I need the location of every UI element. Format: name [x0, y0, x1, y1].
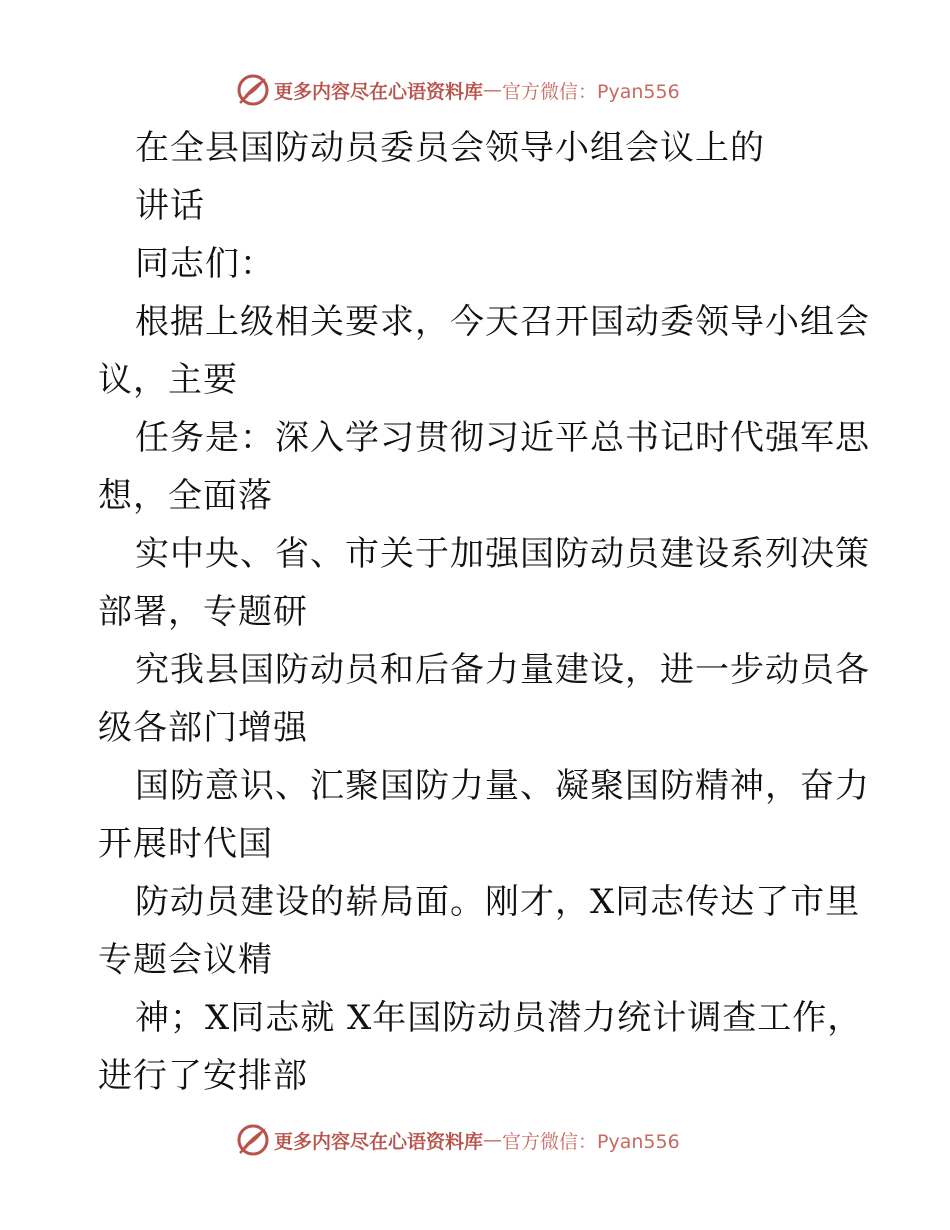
- doc-line: 国防意识、汇聚国防力量、凝聚国防精神，奋力: [135, 766, 870, 806]
- watermark-banner-top: [236, 73, 680, 107]
- doc-line: 部署，专题研: [98, 592, 308, 632]
- doc-line: 级各部门增强: [98, 708, 308, 748]
- doc-line: 究我县国防动员和后备力量建设，进一步动员各: [135, 650, 870, 690]
- doc-line: 议，主要: [98, 360, 238, 400]
- doc-line: 想，全面落: [98, 476, 273, 516]
- watermark-main-text: 更多内容尽在心语资料库: [274, 80, 484, 103]
- doc-line: 开展时代国: [98, 824, 273, 864]
- doc-line: 任务是：深入学习贯彻习近平总书记时代强军思: [135, 418, 870, 458]
- feather-logo-icon: [236, 73, 270, 107]
- watermark-dash: —: [483, 1129, 503, 1151]
- doc-line: 根据上级相关要求，今天召开国动委领导小组会: [135, 302, 870, 342]
- doc-salutation: 同志们：: [135, 244, 275, 284]
- watermark-main-text: 更多内容尽在心语资料库: [274, 1130, 484, 1153]
- doc-line: 实中央、省、市关于加强国防动员建设系列决策: [135, 534, 870, 574]
- watermark-sub-text: 官方微信：Pyan556: [502, 1130, 680, 1153]
- feather-logo-icon: [236, 1123, 270, 1157]
- doc-line: 神；X同志就 X年国防动员潜力统计调查工作，: [135, 998, 863, 1038]
- watermark-banner-bottom: [236, 1123, 680, 1157]
- doc-line: 防动员建设的崭局面。刚才，X同志传达了市里: [135, 882, 861, 922]
- doc-line: 进行了安排部: [98, 1056, 308, 1096]
- doc-title-line-2: 讲话: [135, 186, 205, 226]
- doc-line: 专题会议精: [98, 940, 273, 980]
- watermark-sub-text: 官方微信：Pyan556: [502, 80, 680, 103]
- doc-title-line-1: 在全县国防动员委员会领导小组会议上的: [135, 128, 765, 168]
- watermark-dash: —: [483, 79, 503, 101]
